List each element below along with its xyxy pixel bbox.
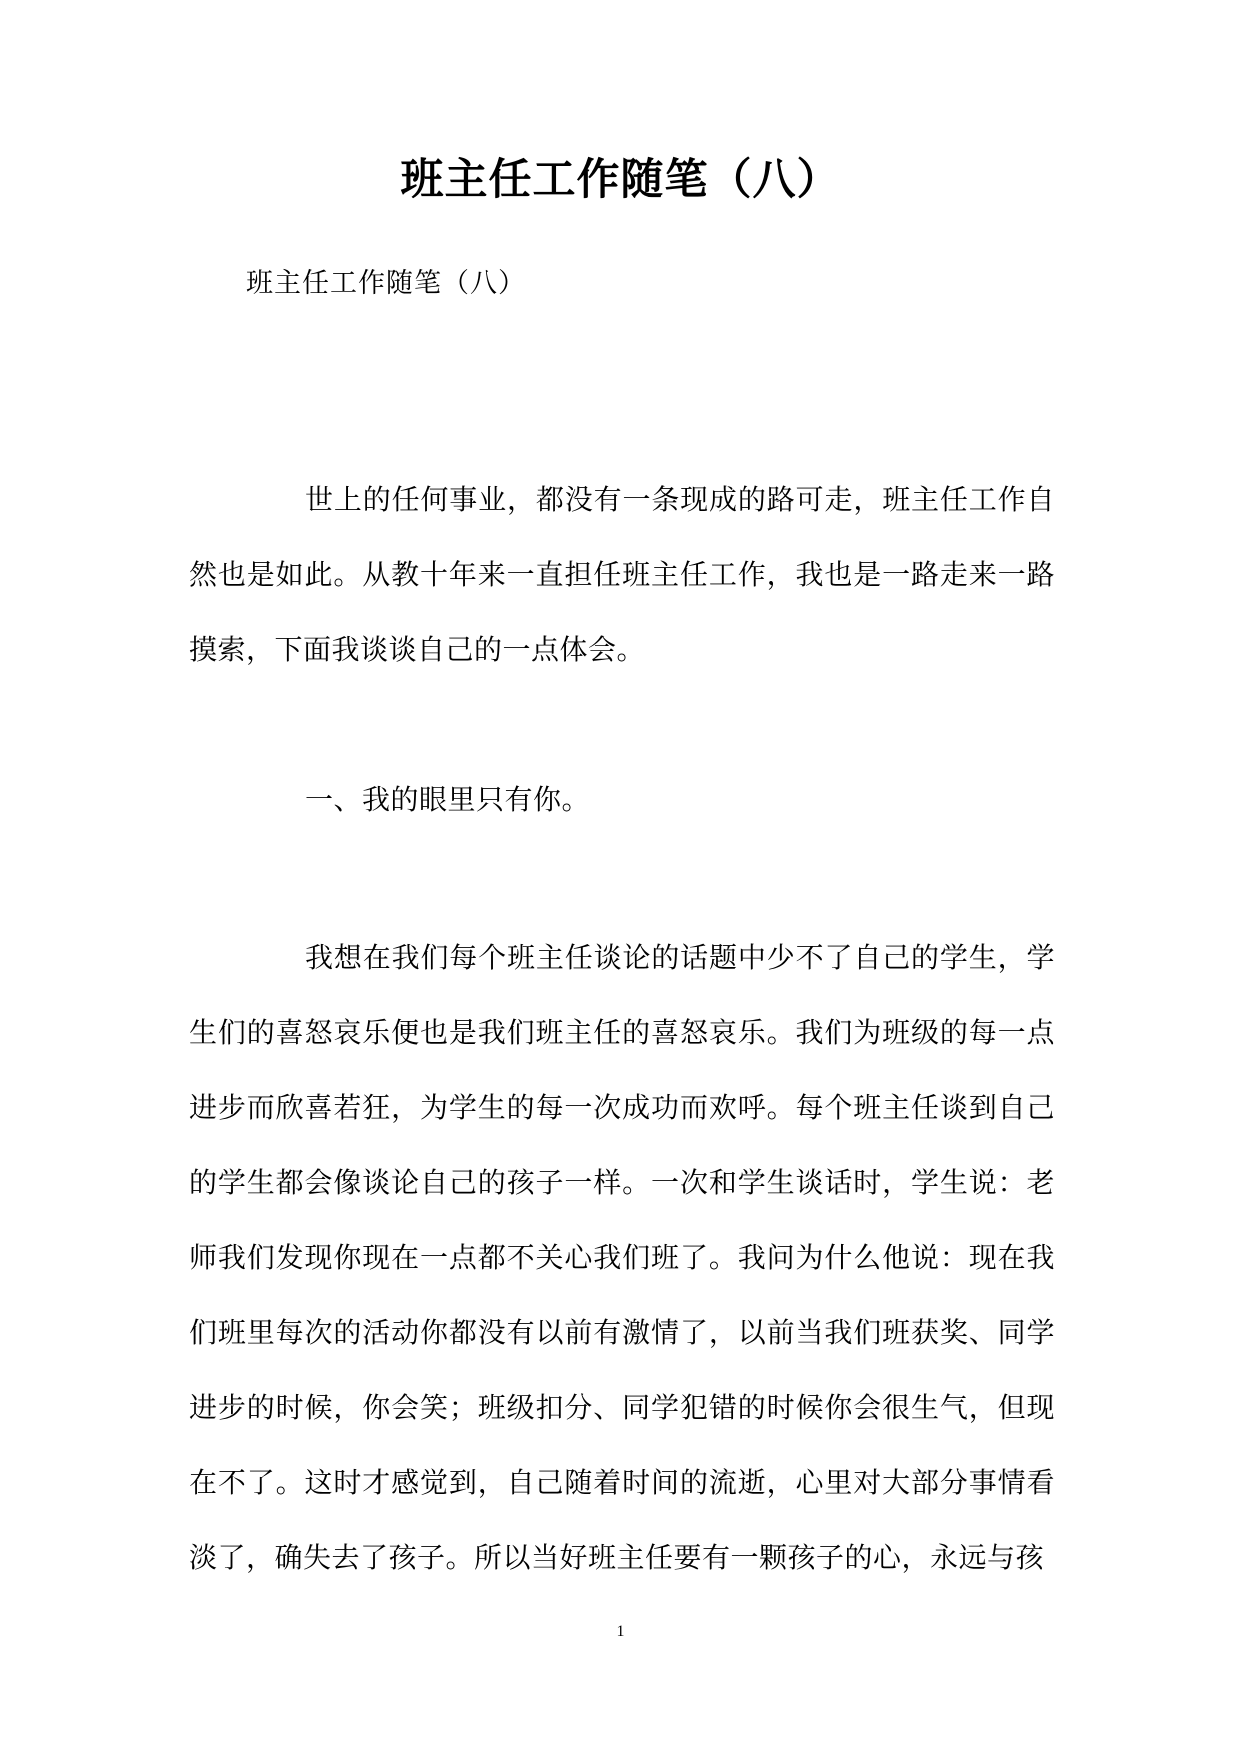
page-number: 1 [616, 1623, 625, 1640]
paragraph-intro: 世上的任何事业，都没有一条现成的路可走，班主任工作自然也是如此。从教十年来一直担任班主任工作，我也是一路走来一路摸索，下面我谈谈自己的一点体会。 [189, 483, 1055, 666]
document-title: 班主任工作随笔（八） [400, 155, 841, 205]
paragraph-body: 我想在我们每个班主任谈论的话题中少不了自己的学生，学生们的喜怒哀乐便也是我们班主任的喜怒哀乐。我们为班级的每一点进步而欣喜若狂，为学生的每一次成功而欢呼。每个班主任谈到自己的学生都会像谈论自己的孩子一样。一次和学生谈话时，学生说：老师我们发现你现在一点都不关心我们班了。我问为什么他说：现在我们班里每次的活动你都没有以前有激情了，以前当我们班获奖、同学进步的时候，你会笑；班级扣分、同学犯错的时候你会很生气，但现在不了。这时才感觉到，自己随着时间的流逝，心里对大部分事情看淡了，确失去了孩子。所以当好班主任要有一颗孩子的心，永远与孩 [189, 941, 1055, 1574]
document-subtitle: 班主任工作随笔（八） [246, 268, 526, 299]
section-heading: 一、我的眼里只有你。 [305, 783, 591, 816]
